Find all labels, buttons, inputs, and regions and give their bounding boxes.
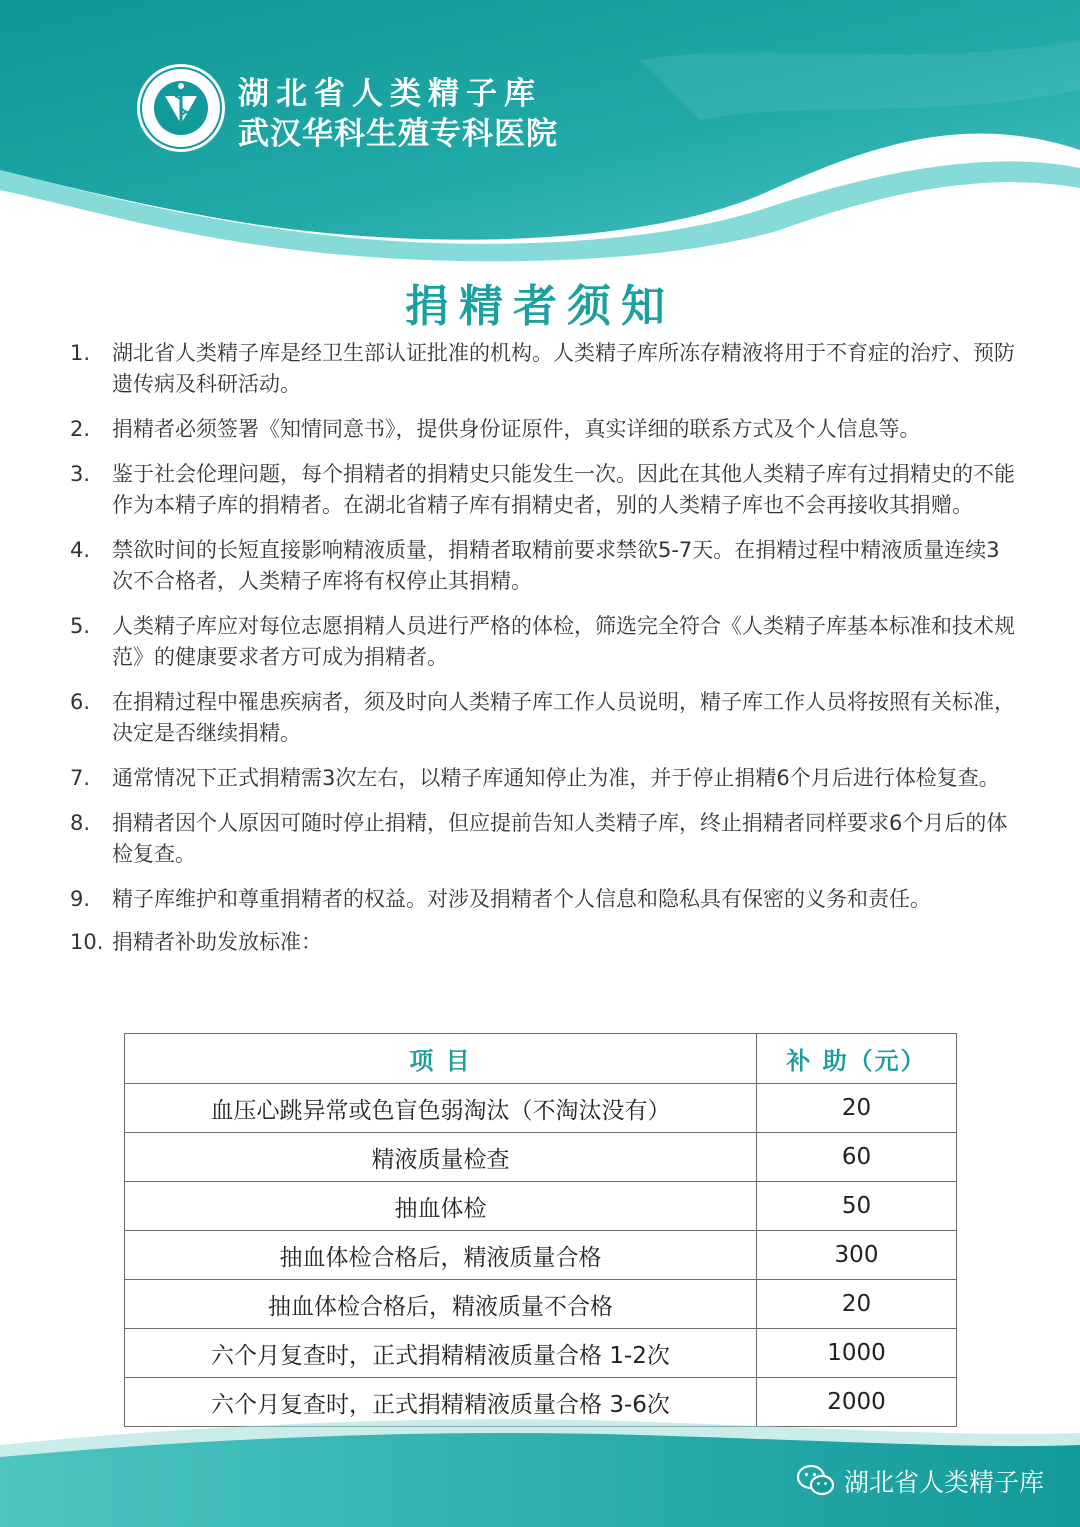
notice-text: 人类精子库应对每位志愿捐精人员进行严格的体检，筛选完全符合《人类精子库基本标准和技术规范》的健康要求者方可成为捐精者。: [112, 614, 1015, 669]
notice-item: [70, 927, 1020, 958]
table-row: [125, 1329, 957, 1378]
item-cell: 血压心跳异常或色盲色弱淘汰（不淘汰没有）: [125, 1084, 757, 1133]
subsidy-table: [124, 1033, 957, 1427]
notice-item: [70, 611, 1020, 673]
notice-number: 1.: [70, 341, 91, 365]
notice-item: [70, 763, 1020, 794]
amount-cell: 60: [757, 1133, 957, 1182]
item-cell: 抽血体检: [125, 1182, 757, 1231]
hubei-sperm-bank-seal-icon: [135, 62, 227, 154]
notice-item: [70, 535, 1020, 597]
item-cell: 六个月复查时，正式捐精精液质量合格 1-2次: [125, 1329, 757, 1378]
notice-number: 5.: [70, 614, 91, 638]
amount-cell: 2000: [757, 1378, 957, 1427]
org-name-line2: 武汉华科生殖专科医院: [238, 116, 558, 152]
notice-item: [70, 414, 1020, 445]
notice-text: 通常情况下正式捐精需3次左右，以精子库通知停止为准，并于停止捐精6个月后进行体检复查。: [112, 766, 1000, 790]
notice-text: 湖北省人类精子库是经卫生部认证批准的机构。人类精子库所冻存精液将用于不育症的治疗、预防遗传病及科研活动。: [112, 341, 1015, 396]
notice-number: 9.: [70, 887, 91, 911]
notice-list: [70, 338, 1020, 972]
notice-number: 3.: [70, 462, 91, 486]
notice-number: 7.: [70, 766, 91, 790]
notice-number: 2.: [70, 417, 91, 441]
notice-number: 6.: [70, 690, 91, 714]
wechat-watermark: [796, 1463, 1044, 1499]
notice-item: [70, 338, 1020, 400]
amount-cell: 20: [757, 1280, 957, 1329]
watermark-text: 湖北省人类精子库: [843, 1468, 1044, 1497]
notice-number: 10.: [70, 930, 104, 954]
notice-text: 捐精者必须签署《知情同意书》，提供身份证原件，真实详细的联系方式及个人信息等。: [112, 417, 921, 441]
table-row: [125, 1182, 957, 1231]
item-cell: 六个月复查时，正式捐精精液质量合格 3-6次: [125, 1378, 757, 1427]
table-header-row: [125, 1034, 957, 1084]
item-cell: 抽血体检合格后，精液质量合格: [125, 1231, 757, 1280]
notice-item: [70, 687, 1020, 749]
item-cell: 精液质量检查: [125, 1133, 757, 1182]
notice-item: [70, 459, 1020, 521]
column-header-item: 项 目: [125, 1034, 757, 1084]
table-row: [125, 1280, 957, 1329]
wechat-icon: [796, 1464, 836, 1498]
notice-text: 鉴于社会伦理问题，每个捐精者的捐精史只能发生一次。因此在其他人类精子库有过捐精史的不能作为本精子库的捐精者。在湖北省精子库有捐精史者，别的人类精子库也不会再接收其捐赠。: [112, 462, 1015, 517]
notice-text: 捐精者因个人原因可随时停止捐精，但应提前告知人类精子库，终止捐精者同样要求6个月后的体检复查。: [112, 811, 1008, 866]
org-name-line1: 湖北省人类精子库: [238, 76, 542, 112]
amount-cell: 1000: [757, 1329, 957, 1378]
column-header-subsidy: 补 助（元）: [757, 1034, 957, 1084]
table-row: [125, 1084, 957, 1133]
amount-cell: 50: [757, 1182, 957, 1231]
notice-number: 8.: [70, 811, 91, 835]
notice-text: 捐精者补助发放标准：: [112, 930, 322, 954]
item-cell: 抽血体检合格后，精液质量不合格: [125, 1280, 757, 1329]
notice-text: 精子库维护和尊重捐精者的权益。对涉及捐精者个人信息和隐私具有保密的义务和责任。: [112, 887, 931, 911]
table-row: [125, 1231, 957, 1280]
amount-cell: 300: [757, 1231, 957, 1280]
table-row: [125, 1133, 957, 1182]
notice-number: 4.: [70, 538, 91, 562]
notice-text: 在捐精过程中罹患疾病者，须及时向人类精子库工作人员说明，精子库工作人员将按照有关标准，决定是否继续捐精。: [112, 690, 1015, 745]
notice-item: [70, 808, 1020, 870]
notice-text: 禁欲时间的长短直接影响精液质量，捐精者取精前要求禁欲5-7天。在捐精过程中精液质量连续3次不合格者，人类精子库将有权停止其捐精。: [112, 538, 1000, 593]
amount-cell: 20: [757, 1084, 957, 1133]
page-title: 捐精者须知: [405, 281, 675, 332]
notice-item: [70, 884, 1020, 915]
